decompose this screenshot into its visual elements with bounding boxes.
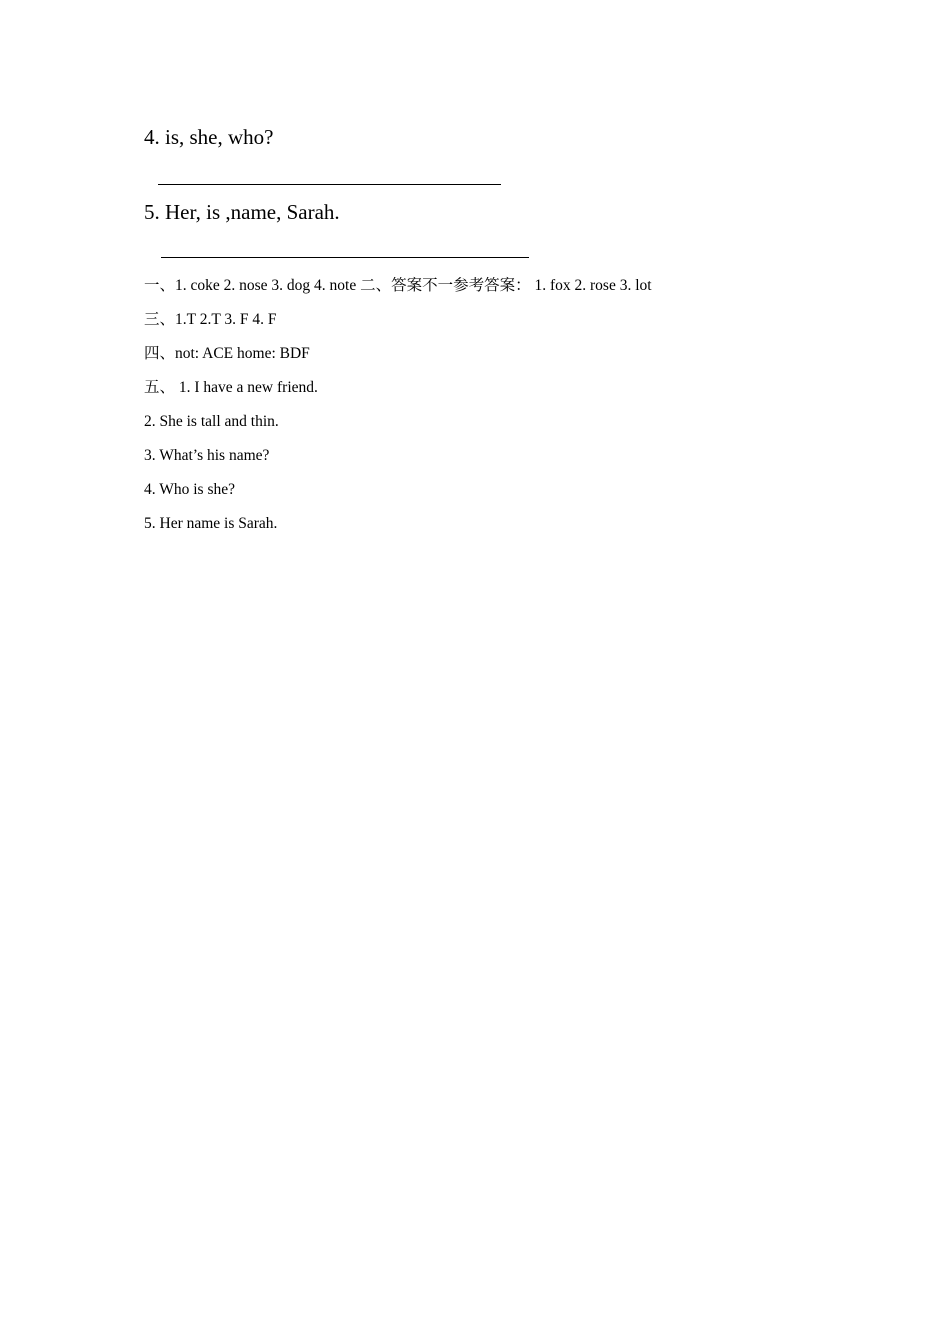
answer-key-section-4: 四、not: ACE home: BDF: [144, 345, 310, 362]
answer-blank-line-4: [158, 184, 501, 185]
answer-key-section-5-item-2: 2. She is tall and thin.: [144, 413, 279, 430]
answer-key-section-3: 三、1.T 2.T 3. F 4. F: [144, 311, 277, 328]
question-4: 4. is, she, who?: [144, 125, 274, 149]
answer-key-section-5-item-1: 五、 1. I have a new friend.: [144, 379, 318, 396]
answer-key-section-5-item-4: 4. Who is she?: [144, 481, 235, 498]
answer-key-section-5-item-5: 5. Her name is Sarah.: [144, 515, 278, 532]
answer-key-section-1-2: 一、1. coke 2. nose 3. dog 4. note 二、答案不一参考答案： 1. fox 2. rose 3. lot: [144, 277, 652, 294]
answer-blank-line-5: [161, 257, 529, 258]
answer-key-section-5-item-3: 3. What’s his name?: [144, 447, 270, 464]
question-5: 5. Her, is ,name, Sarah.: [144, 200, 340, 224]
